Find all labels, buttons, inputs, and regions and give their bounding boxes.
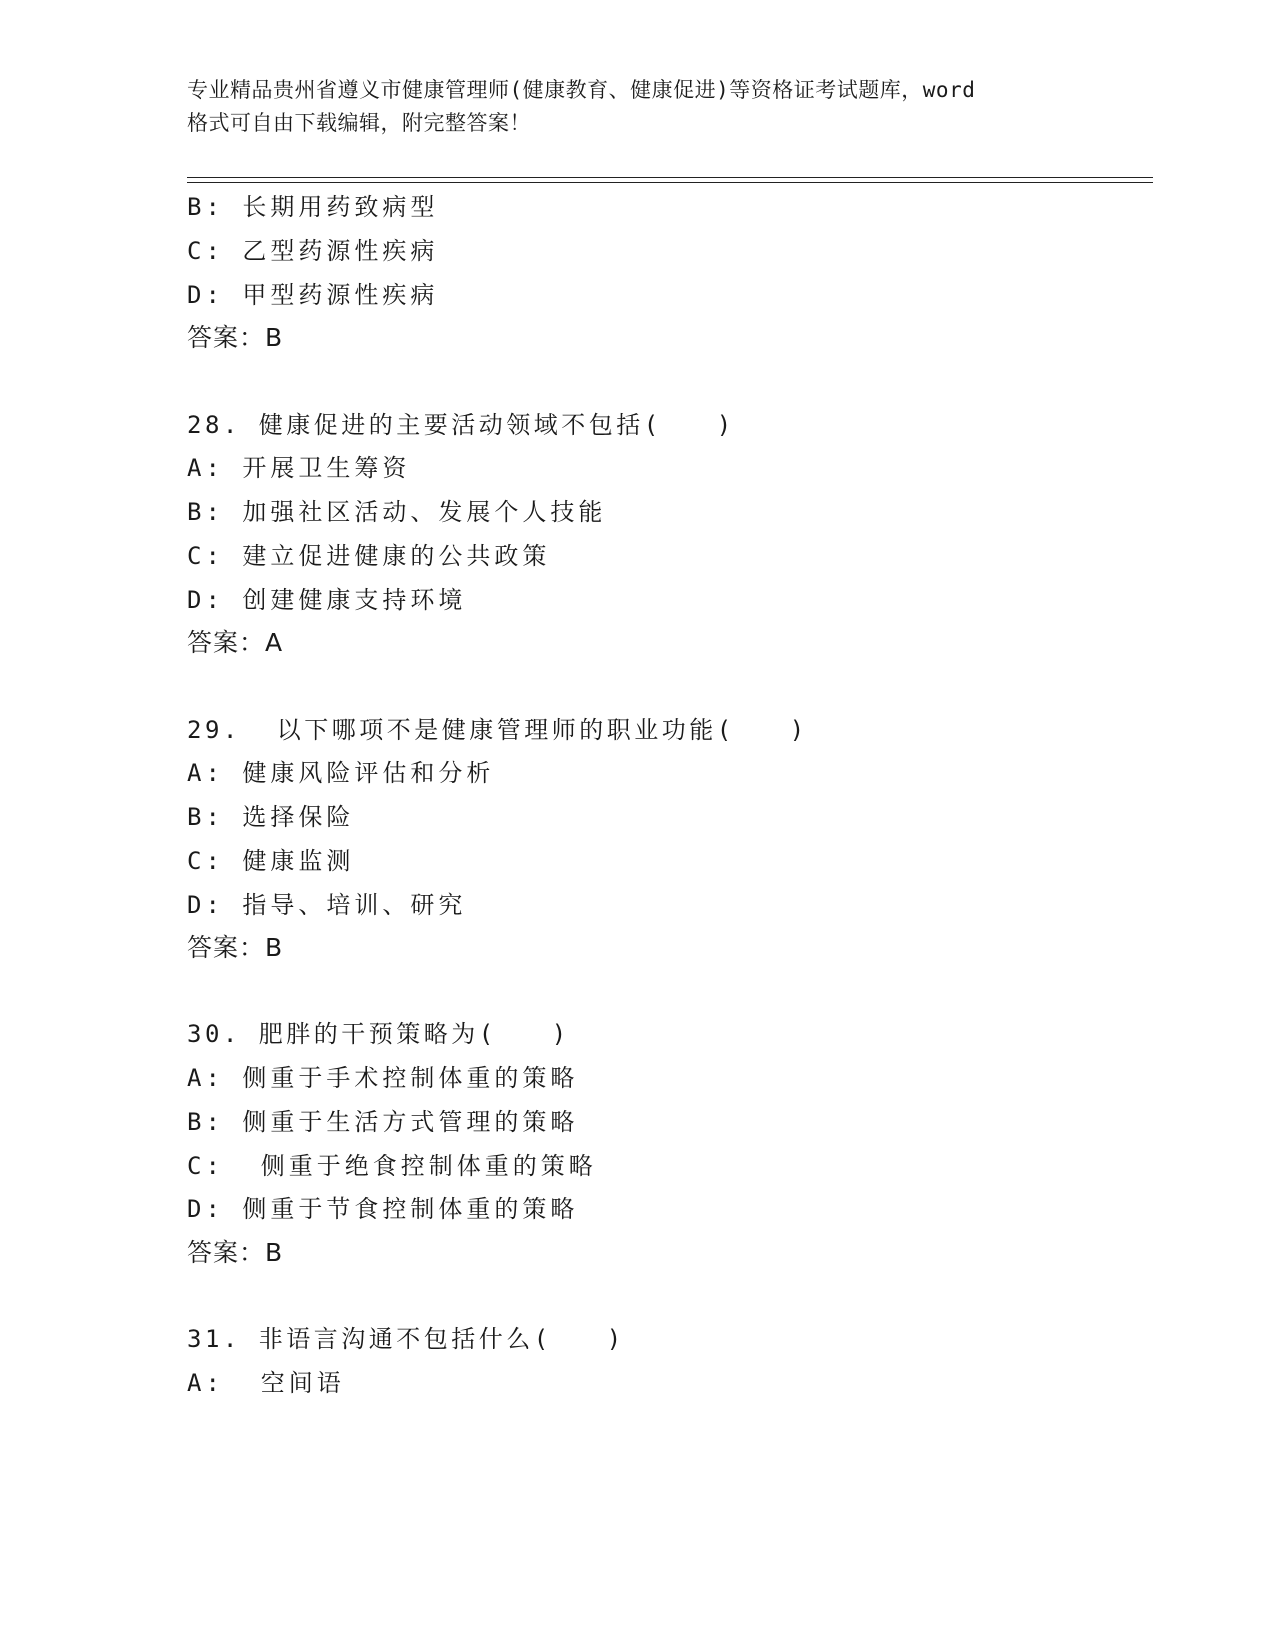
document-header [187, 74, 1087, 140]
header-divider-bottom [187, 182, 1153, 183]
question-line: 29. 以下哪项不是健康管理师的职业功能( ) [187, 716, 808, 744]
header-line-2: 格式可自由下载编辑，附完整答案！ [187, 111, 531, 135]
option-line: C: 建立促进健康的公共政策 [187, 542, 551, 570]
option-line: D: 创建健康支持环境 [187, 586, 467, 614]
question-line: 28. 健康促进的主要活动领域不包括( ) [187, 411, 735, 439]
option-line: D: 甲型药源性疾病 [187, 281, 439, 309]
answer-line: 答案：B [187, 933, 284, 962]
question-line: 30. 肥胖的干预策略为( ) [187, 1020, 570, 1048]
option-line: A: 开展卫生筹资 [187, 454, 411, 482]
answer-line: 答案：B [187, 323, 284, 352]
answer-line: 答案：A [187, 628, 284, 657]
option-line: A: 空间语 [187, 1369, 345, 1397]
option-line: A: 健康风险评估和分析 [187, 759, 495, 787]
option-line: B: 长期用药致病型 [187, 193, 439, 221]
option-line: C: 乙型药源性疾病 [187, 237, 439, 265]
header-divider-top [187, 177, 1153, 178]
option-line: B: 选择保险 [187, 803, 355, 831]
answer-line: 答案：B [187, 1238, 284, 1267]
option-line: C: 侧重于绝食控制体重的策略 [187, 1152, 597, 1180]
option-line: C: 健康监测 [187, 847, 355, 875]
option-line: A: 侧重于手术控制体重的策略 [187, 1064, 579, 1092]
option-line: D: 指导、培训、研究 [187, 891, 467, 919]
option-line: B: 加强社区活动、发展个人技能 [187, 498, 607, 526]
option-line: B: 侧重于生活方式管理的策略 [187, 1108, 579, 1136]
question-line: 31. 非语言沟通不包括什么( ) [187, 1325, 625, 1353]
header-line-1: 专业精品贵州省遵义市健康管理师(健康教育、健康促进)等资格证考试题库，word [187, 78, 976, 102]
option-line: D: 侧重于节食控制体重的策略 [187, 1195, 579, 1223]
